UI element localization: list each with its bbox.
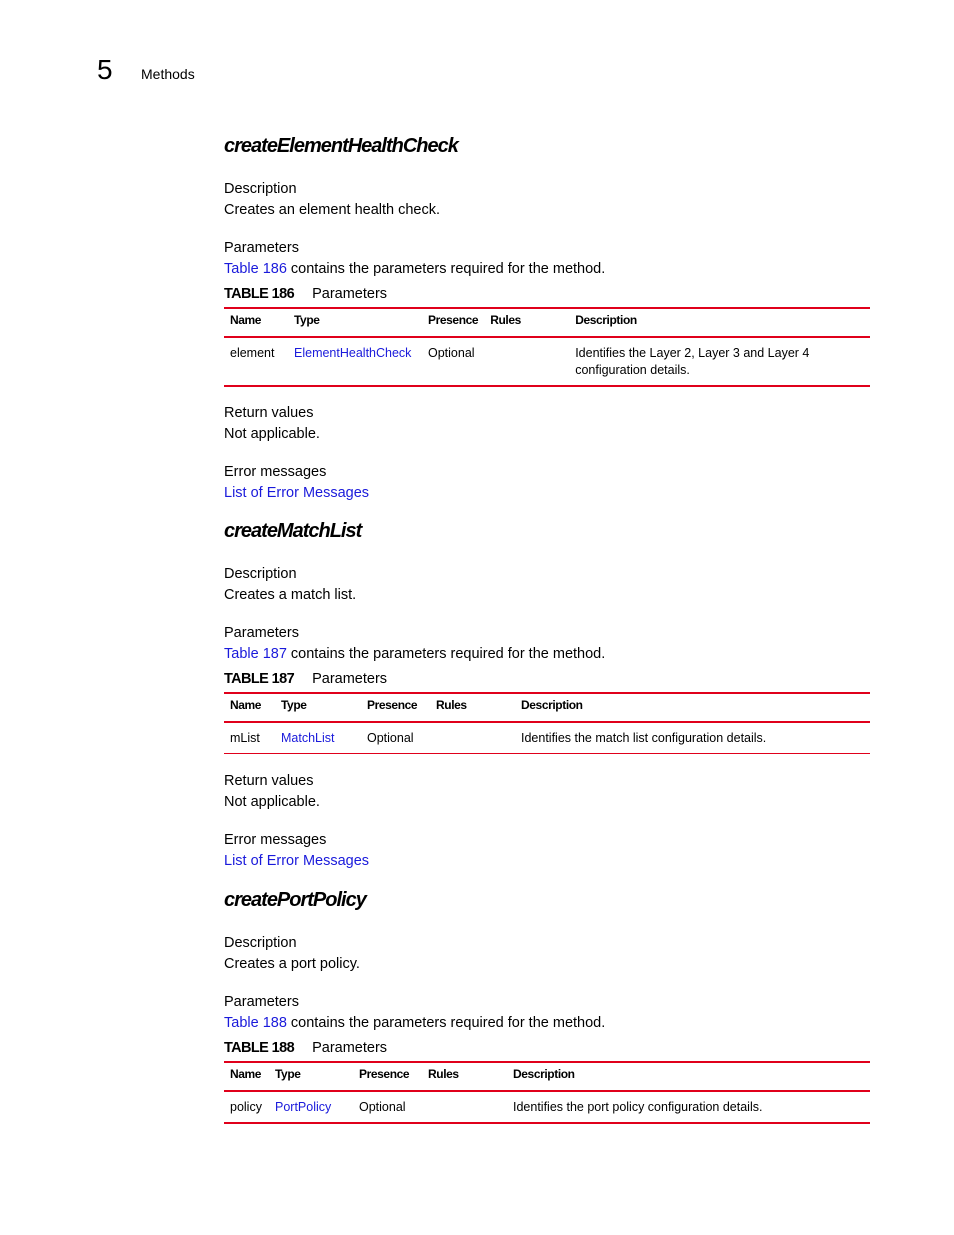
section-create-port-policy xyxy=(224,888,872,1124)
section-title: createMatchList xyxy=(224,520,362,542)
type-link[interactable]: MatchList xyxy=(281,731,335,745)
table-label: TABLE 186 xyxy=(224,286,295,302)
error-messages-heading: Error messages xyxy=(224,832,327,848)
description-text: Creates an element health check. xyxy=(224,202,441,218)
cell-rules xyxy=(430,722,515,754)
column-header-name: Name xyxy=(230,698,262,712)
cell-description: Identifies the match list configuration details. xyxy=(521,731,767,745)
error-messages-link[interactable]: List of Error Messages xyxy=(224,853,370,869)
table-row xyxy=(224,1091,870,1123)
table-label: TABLE 187 xyxy=(224,671,295,687)
section-create-match-list xyxy=(224,519,872,870)
section-title: createElementHealthCheck xyxy=(224,135,458,157)
description-heading: Description xyxy=(224,181,297,197)
parameters-heading: Parameters xyxy=(224,994,299,1010)
parameters-reference xyxy=(224,260,872,278)
parameters-heading: Parameters xyxy=(224,240,299,256)
parameters-reference-text: contains the parameters required for the method. xyxy=(286,1015,606,1031)
parameters-reference xyxy=(224,1014,872,1032)
table-caption-text: Parameters xyxy=(312,671,388,687)
table-caption-text: Parameters xyxy=(312,1040,388,1056)
column-header-description: Description xyxy=(575,313,637,327)
column-header-rules: Rules xyxy=(428,1067,459,1081)
cell-type xyxy=(269,1091,353,1123)
type-link[interactable]: PortPolicy xyxy=(275,1100,332,1114)
table-label: TABLE 188 xyxy=(224,1040,295,1056)
return-values-heading: Return values xyxy=(224,773,314,789)
error-messages-link[interactable]: List of Error Messages xyxy=(224,485,370,501)
table-reference-link[interactable]: Table 188 xyxy=(224,1015,287,1031)
cell-name: policy xyxy=(230,1100,262,1114)
table-caption xyxy=(224,670,872,688)
chapter-number: 5 xyxy=(97,54,113,85)
column-header-type: Type xyxy=(294,313,320,327)
cell-name: element xyxy=(230,346,275,360)
error-messages-heading: Error messages xyxy=(224,464,327,480)
parameters-reference-text: contains the parameters required for the method. xyxy=(286,646,606,662)
table-row xyxy=(224,337,870,386)
table-header-row xyxy=(224,693,870,722)
return-values-text: Not applicable. xyxy=(224,426,320,442)
error-messages-paragraph xyxy=(224,484,872,502)
parameters-heading: Parameters xyxy=(224,625,299,641)
cell-presence: Optional xyxy=(367,731,414,745)
column-header-presence: Presence xyxy=(367,698,418,712)
section-title: createPortPolicy xyxy=(224,889,366,911)
column-header-rules: Rules xyxy=(490,313,521,327)
description-text: Creates a match list. xyxy=(224,587,357,603)
parameters-reference xyxy=(224,645,872,663)
cell-name: mList xyxy=(230,731,260,745)
parameters-table xyxy=(224,692,870,754)
table-reference-link[interactable]: Table 186 xyxy=(224,261,287,277)
table-caption xyxy=(224,1039,872,1057)
table-caption-text: Parameters xyxy=(312,286,388,302)
table-caption xyxy=(224,285,872,303)
table-reference-link[interactable]: Table 187 xyxy=(224,646,287,662)
description-heading: Description xyxy=(224,935,297,951)
cell-rules xyxy=(422,1091,507,1123)
description-heading: Description xyxy=(224,566,297,582)
cell-presence: Optional xyxy=(359,1100,406,1114)
description-text: Creates a port policy. xyxy=(224,956,360,972)
column-header-type: Type xyxy=(281,698,307,712)
cell-description: Identifies the port policy configuration details. xyxy=(513,1100,763,1114)
parameters-table xyxy=(224,1061,870,1124)
table-row xyxy=(224,722,870,754)
chapter-title: Methods xyxy=(141,66,195,82)
return-values-heading: Return values xyxy=(224,405,314,421)
column-header-name: Name xyxy=(230,313,262,327)
cell-type xyxy=(275,722,361,754)
section-create-element-health-check xyxy=(224,134,872,502)
column-header-description: Description xyxy=(513,1067,575,1081)
cell-description: Identifies the Layer 2, Layer 3 and Layer 4 configuration details. xyxy=(575,346,810,377)
column-header-rules: Rules xyxy=(436,698,467,712)
parameters-reference-text: contains the parameters required for the method. xyxy=(286,261,606,277)
column-header-type: Type xyxy=(275,1067,301,1081)
error-messages-paragraph xyxy=(224,852,872,870)
cell-type xyxy=(288,337,422,386)
table-header-row xyxy=(224,308,870,337)
parameters-table xyxy=(224,307,870,387)
column-header-description: Description xyxy=(521,698,583,712)
table-header-row xyxy=(224,1062,870,1091)
cell-rules xyxy=(484,337,569,386)
column-header-presence: Presence xyxy=(428,313,479,327)
cell-presence: Optional xyxy=(428,346,475,360)
column-header-name: Name xyxy=(230,1067,262,1081)
column-header-presence: Presence xyxy=(359,1067,410,1081)
return-values-text: Not applicable. xyxy=(224,794,320,810)
type-link[interactable]: ElementHealthCheck xyxy=(294,346,412,360)
